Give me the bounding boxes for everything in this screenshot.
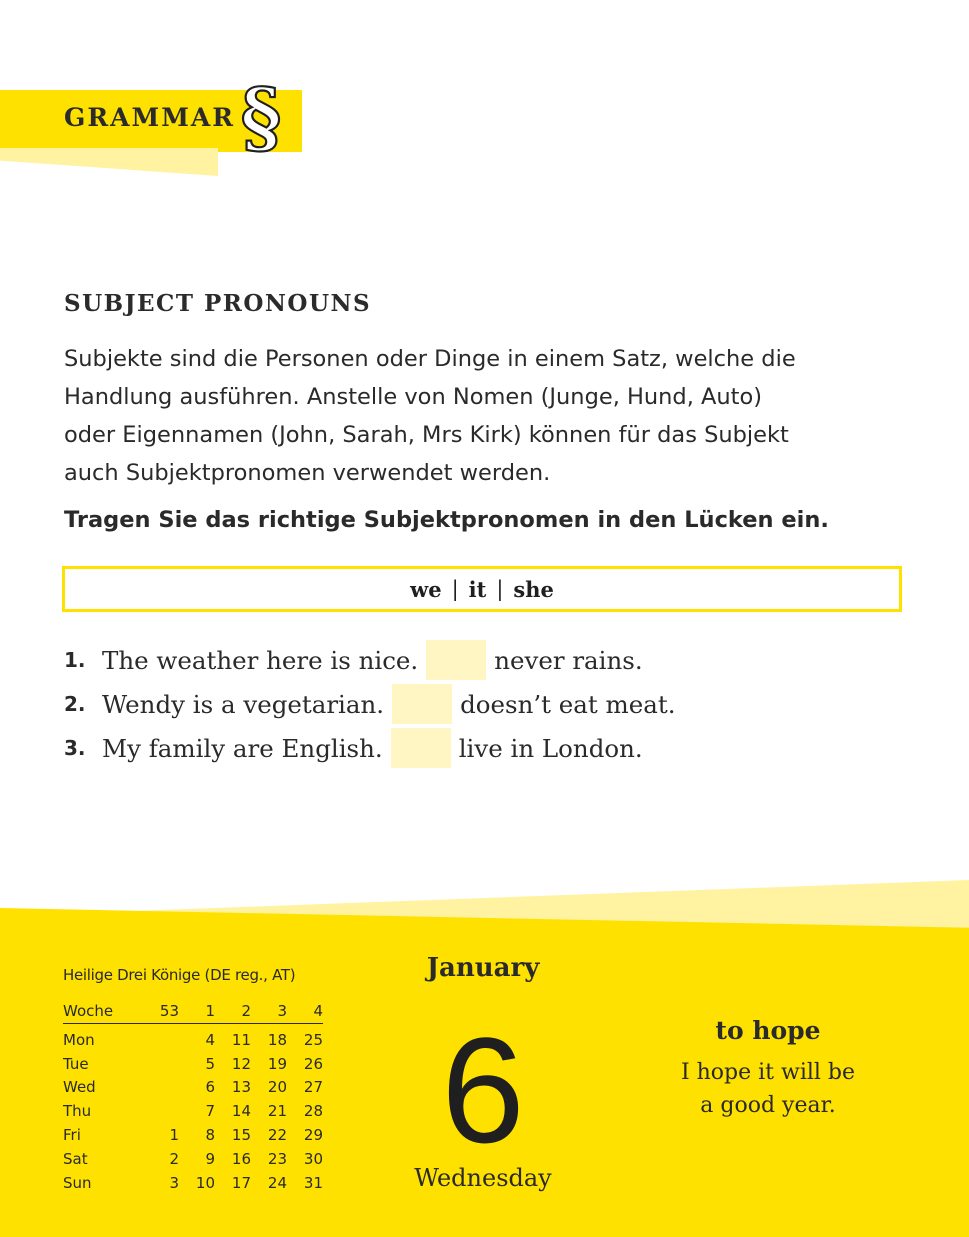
exercise-text-after: doesn’t eat meat. — [460, 689, 676, 719]
section-sign-icon — [238, 84, 284, 156]
word-bank-item: she — [513, 576, 554, 602]
calendar-day — [143, 1099, 179, 1123]
holiday-label: Heilige Drei Könige (DE reg., AT) — [63, 966, 296, 984]
day-number: 6 — [441, 1006, 525, 1174]
answer-gap[interactable] — [426, 640, 486, 680]
week-label: Woche — [63, 998, 143, 1024]
calendar-row — [63, 1052, 323, 1076]
week-number: 53 — [143, 998, 179, 1024]
calendar-day: 1 — [169, 1126, 179, 1145]
calendar-day: 7 — [205, 1102, 215, 1121]
intro-line: oder Eigennamen (John, Sarah, Mrs Kirk) können für das Subjekt — [64, 422, 789, 448]
calendar-day: 15 — [231, 1126, 251, 1145]
weekday-label: Sun — [63, 1173, 92, 1192]
intro-line: Handlung ausführen. Anstelle von Nomen (Junge, Hund, Auto) — [64, 384, 763, 410]
word-bank-item: we — [410, 576, 442, 602]
header-banner-shadow — [0, 148, 218, 176]
intro-line: Subjekte sind die Personen oder Dinge in einem Satz, welche die — [64, 346, 796, 372]
answer-gap[interactable] — [392, 684, 452, 724]
calendar-day: 14 — [231, 1102, 251, 1121]
exercise-number: 3. — [64, 736, 86, 760]
week-number: 4 — [287, 998, 323, 1024]
exercise-item — [64, 684, 675, 724]
calendar-day: 26 — [303, 1054, 323, 1073]
weekday-label: Thu — [63, 1102, 92, 1121]
svg-text:§: § — [240, 84, 282, 156]
phrase-example — [650, 1056, 886, 1122]
weekday-label: Wednesday — [414, 1164, 552, 1192]
calendar-row — [63, 1076, 323, 1100]
exercise-number: 1. — [64, 648, 86, 672]
weekday-label: Sat — [63, 1149, 88, 1168]
word-bank-separator: | — [496, 577, 504, 601]
week-number: 1 — [179, 998, 215, 1024]
calendar-day: 6 — [205, 1078, 215, 1097]
month-label: January — [426, 953, 540, 983]
calendar-day: 18 — [267, 1030, 287, 1049]
exercise-item — [64, 728, 643, 768]
phrase-example-line: a good year. — [700, 1093, 836, 1118]
calendar-day: 10 — [195, 1173, 215, 1192]
calendar-day: 3 — [169, 1173, 179, 1192]
page-title: GRAMMAR — [64, 103, 236, 132]
word-bank — [62, 566, 902, 612]
calendar-day: 9 — [205, 1149, 215, 1168]
calendar-day: 21 — [267, 1102, 287, 1121]
calendar-day: 27 — [303, 1078, 323, 1097]
week-number: 3 — [251, 998, 287, 1024]
intro-paragraph — [64, 340, 894, 492]
calendar-day — [143, 1052, 179, 1076]
exercise-instruction: Tragen Sie das richtige Subjektpronomen in den Lücken ein. — [64, 507, 829, 533]
calendar-day: 23 — [267, 1149, 287, 1168]
phrase-example-line: I hope it will be — [680, 1060, 856, 1085]
section-heading: SUBJECT PRONOUNS — [64, 290, 372, 317]
exercise-text-before: Wendy is a vegetarian. — [102, 689, 385, 719]
calendar-row — [63, 1123, 323, 1147]
calendar-row — [63, 1024, 323, 1052]
calendar-day: 29 — [303, 1126, 323, 1145]
calendar-day: 4 — [205, 1030, 215, 1049]
calendar-day — [143, 1024, 179, 1052]
calendar-day: 11 — [231, 1030, 251, 1049]
calendar-day — [143, 1076, 179, 1100]
word-bank-separator: | — [451, 577, 459, 601]
calendar-day: 5 — [205, 1054, 215, 1073]
phrase-of-the-day: to hope — [715, 1016, 821, 1045]
word-bank-item: it — [468, 576, 487, 602]
exercise-text-before: The weather here is nice. — [102, 645, 419, 675]
calendar-day: 25 — [303, 1030, 323, 1049]
calendar-header-row — [63, 998, 323, 1024]
calendar-day: 8 — [205, 1126, 215, 1145]
exercise-number: 2. — [64, 692, 86, 716]
calendar-day: 31 — [303, 1173, 323, 1192]
calendar-row — [63, 1171, 323, 1195]
calendar-day: 17 — [231, 1173, 251, 1192]
calendar-day: 16 — [231, 1149, 251, 1168]
weekday-label: Tue — [63, 1054, 89, 1073]
week-number: 2 — [215, 998, 251, 1024]
calendar-row — [63, 1147, 323, 1171]
calendar-day: 2 — [169, 1149, 179, 1168]
calendar-day: 13 — [231, 1078, 251, 1097]
calendar-day: 19 — [267, 1054, 287, 1073]
calendar-day: 30 — [303, 1149, 323, 1168]
exercise-text-after: live in London. — [458, 733, 643, 763]
exercise-text-after: never rains. — [494, 645, 643, 675]
weekday-label: Mon — [63, 1030, 95, 1049]
exercise-item — [64, 640, 643, 680]
intro-line: auch Subjektpronomen verwendet werden. — [64, 460, 551, 486]
calendar-day: 24 — [267, 1173, 287, 1192]
calendar-day: 22 — [267, 1126, 287, 1145]
calendar-day: 20 — [267, 1078, 287, 1097]
calendar-day: 12 — [231, 1054, 251, 1073]
exercise-text-before: My family are English. — [102, 733, 383, 763]
calendar-day: 28 — [303, 1102, 323, 1121]
weekday-label: Fri — [63, 1126, 81, 1145]
weekday-label: Wed — [63, 1078, 96, 1097]
answer-gap[interactable] — [391, 728, 451, 768]
calendar-row — [63, 1099, 323, 1123]
month-calendar-table — [63, 998, 323, 1195]
